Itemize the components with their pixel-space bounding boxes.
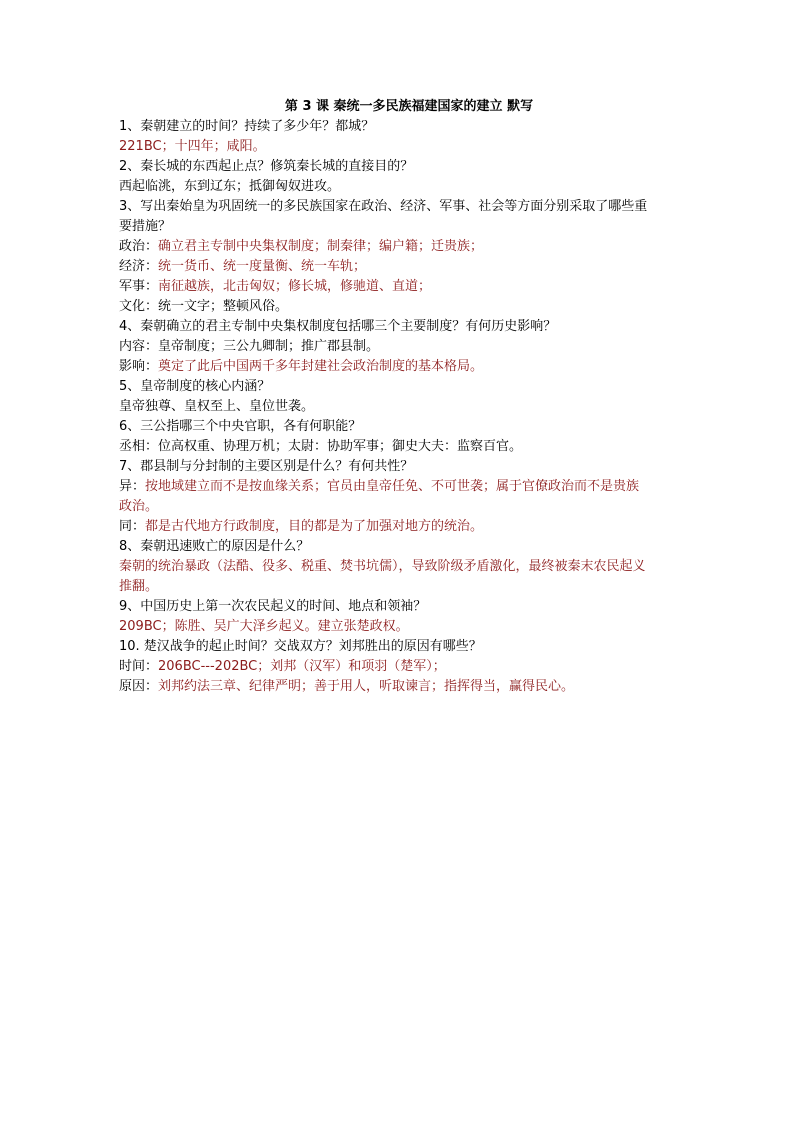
answer-line xyxy=(119,617,649,637)
question-text: 5、皇帝制度的核心内涵？ xyxy=(119,379,271,394)
question-text: 4、秦朝确立的君主专制中央集权制度包括哪三个主要制度？有何历史影响？ xyxy=(119,319,557,334)
answer-label: 经济： xyxy=(119,259,159,274)
answer-label: 影响： xyxy=(119,359,159,374)
worksheet-page xyxy=(119,97,679,697)
answer-text: 丞相：位高权重、协理万机；太尉：协助军事；御史大夫：监察百官。 xyxy=(119,439,523,454)
answer-text: 皇帝制度；三公九卿制；推广郡县制。 xyxy=(158,339,380,354)
answer-label: 军事： xyxy=(119,279,159,294)
answer-text: 皇帝独尊、皇权至上、皇位世袭。 xyxy=(119,399,315,414)
answer-text: 都是古代地方行政制度，目的都是为了加强对地方的统治。 xyxy=(145,519,484,534)
question-text: 1、秦朝建立的时间？持续了多少年？都城？ xyxy=(119,119,375,134)
answer-label: 原因： xyxy=(119,679,159,694)
answer-text: 206BC---202BC；刘邦（汉军）和项羽（楚军）； xyxy=(158,659,446,674)
question-text: 2、秦长城的东西起止点？修筑秦长城的直接目的？ xyxy=(119,159,414,174)
answer-line xyxy=(119,357,649,377)
answer-line xyxy=(119,437,649,457)
answer-label: 异： xyxy=(119,479,146,494)
answer-label: 政治： xyxy=(119,239,159,254)
answer-line xyxy=(119,177,649,197)
answer-line xyxy=(119,137,649,157)
question-text: 10. 楚汉战争的起止时间？交战双方？刘邦胜出的原因有哪些？ xyxy=(119,639,482,654)
answer-text: 209BC；陈胜、吴广大泽乡起义。建立张楚政权。 xyxy=(119,619,409,634)
question-text: 8、秦朝迅速败亡的原因是什么？ xyxy=(119,539,310,554)
question-text: 6、三公指哪三个中央官职，各有何职能？ xyxy=(119,419,362,434)
answer-text: 221BC；十四年；咸阳。 xyxy=(119,139,266,154)
answer-line xyxy=(119,477,649,517)
answer-text: 刘邦约法三章、纪律严明；善于用人，听取谏言；指挥得当，赢得民心。 xyxy=(158,679,575,694)
answer-label: 时间： xyxy=(119,659,159,674)
answer-line xyxy=(119,337,649,357)
answer-line xyxy=(119,397,649,417)
answer-text: 秦朝的统治暴政（法酷、役多、税重、焚书坑儒），导致阶级矛盾激化，最终被秦末农民起义推翻。 xyxy=(119,559,646,594)
answer-line xyxy=(119,237,649,257)
page-title: 第 3 课 秦统一多民族福建国家的建立 默写 xyxy=(284,99,534,114)
answer-label: 文化： xyxy=(119,299,159,314)
answer-text: 南征越族，北击匈奴；修长城，修驰道、直道； xyxy=(158,279,432,294)
answer-text: 奠定了此后中国两千多年封建社会政治制度的基本格局。 xyxy=(158,359,484,374)
question-list xyxy=(119,117,679,697)
answer-text: 统一文字；整顿风俗。 xyxy=(158,299,289,314)
answer-line xyxy=(119,297,649,317)
answer-label: 内容： xyxy=(119,339,159,354)
question-text: 9、中国历史上第一次农民起义的时间、地点和领袖？ xyxy=(119,599,427,614)
answer-line xyxy=(119,557,649,597)
answer-line xyxy=(119,277,649,297)
answer-label: 同： xyxy=(119,519,146,534)
answer-line xyxy=(119,677,649,697)
answer-line xyxy=(119,657,649,677)
question-text: 7、郡县制与分封制的主要区别是什么？有何共性？ xyxy=(119,459,414,474)
answer-line xyxy=(119,257,649,277)
answer-text: 西起临洮，东到辽东；抵御匈奴进攻。 xyxy=(119,179,341,194)
answer-text: 按地域建立而不是按血缘关系；官员由皇帝任免、不可世袭；属于官僚政治而不是贵族政治。 xyxy=(119,479,640,514)
answer-text: 统一货币、统一度量衡、统一车轨； xyxy=(158,259,367,274)
question-text: 3、写出秦始皇为巩固统一的多民族国家在政治、经济、军事、社会等方面分别采取了哪些重要措施？ xyxy=(119,199,648,234)
answer-line xyxy=(119,517,649,537)
answer-text: 确立君主专制中央集权制度；制秦律；编户籍；迁贵族； xyxy=(158,239,484,254)
